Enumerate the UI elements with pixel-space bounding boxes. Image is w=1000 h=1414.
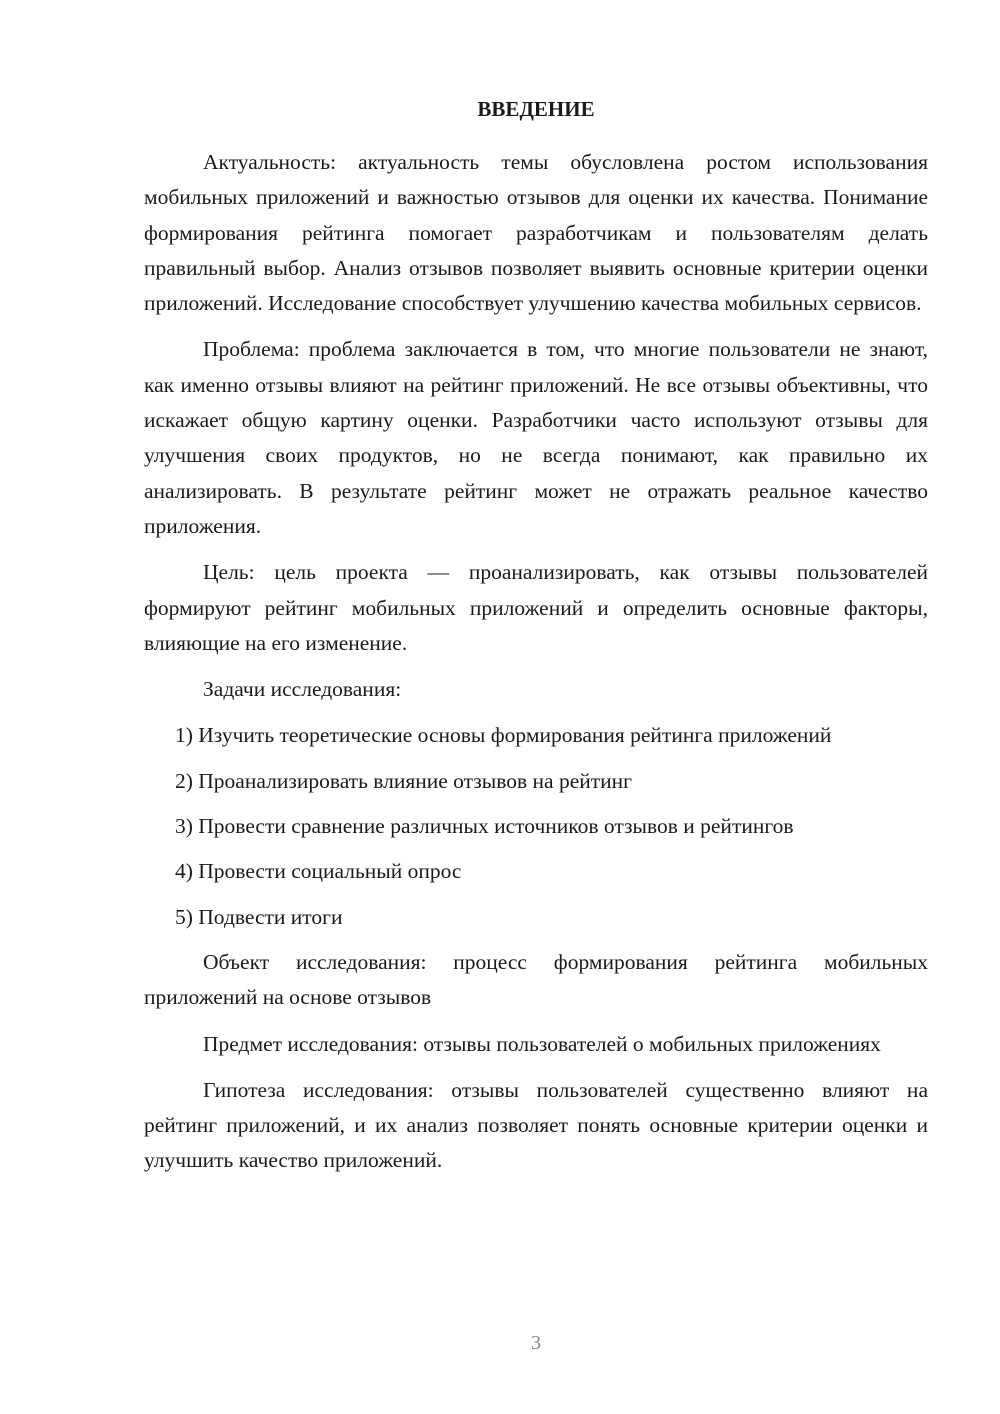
paragraph-problem: Проблема: проблема заключается в том, что многие пользователи не знают, как именно отзывы влияют на рейтинг приложений. Не все отзывы объективны, что искажает общую картину оценки. Разработчики часто используют отзывы для улучшения своих продуктов, но не всегда понимают, как правильно их анализировать. В результате рейтинг может не отражать реальное качество приложения. [144,337,928,538]
paragraph-hypothesis: Гипотеза исследования: отзывы пользователей существенно влияют на рейтинг приложений, и их анализ позволяет понять основные критерии оценки и улучшить качество приложений. [144,1077,928,1173]
page-number: 3 [531,1332,541,1354]
section-title: ВВЕДЕНИЕ [477,97,595,121]
task-item: 3) Провести сравнение различных источников отзывов и рейтингов [175,814,794,839]
paragraph-goal: Цель: цель проекта — проанализировать, как отзывы пользователей формируют рейтинг мобильных приложений и определить основные факторы, влияющие на его изменение. [144,560,928,655]
tasks-heading: Задачи исследования: [203,677,402,702]
task-item: 4) Провести социальный опрос [175,859,462,884]
paragraph-relevance: Актуальность: актуальность темы обусловлена ростом использования мобильных приложений и важностью отзывов для оценки их качества. Понимание формирования рейтинга помогает разработчикам и пользователям делать правильный выбор. Анализ отзывов позволяет выявить основные критерии оценки приложений. Исследование способствует улучшению качества мобильных сервисов. [144,150,928,316]
paragraph-object: Объект исследования: процесс формирования рейтинга мобильных приложений на основе отзывов [144,949,928,1010]
task-item: 1) Изучить теоретические основы формирования рейтинга приложений [175,723,832,748]
task-item: 2) Проанализировать влияние отзывов на рейтинг [175,768,632,793]
document-page [144,92,928,1190]
task-item: 5) Подвести итоги [175,904,343,929]
paragraph-subject: Предмет исследования: отзывы пользователей о мобильных приложениях [203,1031,881,1056]
